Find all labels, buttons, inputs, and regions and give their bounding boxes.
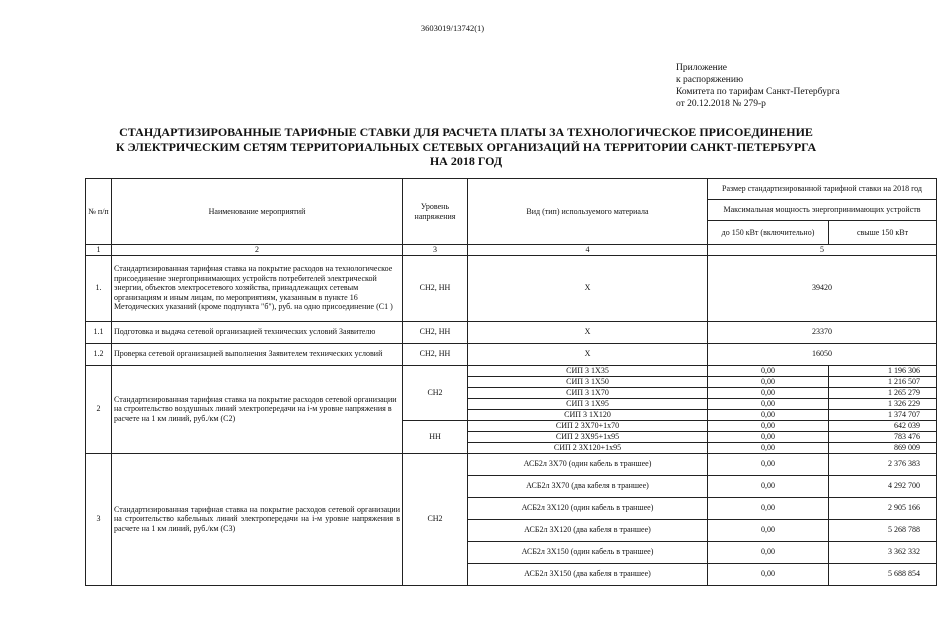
- row-value: 39420: [708, 255, 937, 321]
- row-value-upto-150: 0,00: [708, 387, 829, 398]
- header-upto-150: до 150 кВт (включительно): [708, 221, 829, 245]
- row-value-over-150: 1 326 229: [829, 398, 937, 409]
- row-material: СИП 3 1Х120: [468, 409, 708, 420]
- header-material: Вид (тип) используемого материала: [468, 179, 708, 245]
- row-material: СИП 2 3Х95+1х95: [468, 431, 708, 442]
- column-number: 4: [468, 245, 708, 256]
- row-material: АСБ2л 3Х70 (один кабель в траншее): [468, 453, 708, 475]
- row-value-upto-150: 0,00: [708, 409, 829, 420]
- row-material: X: [468, 321, 708, 343]
- annex-line: Приложение: [676, 63, 727, 73]
- row-material: X: [468, 343, 708, 365]
- column-number: 1: [86, 245, 112, 256]
- column-number: 5: [708, 245, 937, 256]
- row-name: Стандартизированная тарифная ставка на покрытие расходов сетевой организации на строительство воздушных линий электропередачи на i-м уровне напряжения в расчете на 1 км линий, руб./км (С2): [112, 365, 403, 453]
- row-material: АСБ2л 3Х70 (два кабеля в траншее): [468, 475, 708, 497]
- row-level: НН: [403, 420, 468, 453]
- row-value-over-150: 1 196 306: [829, 365, 937, 376]
- row-value-over-150: 5 268 788: [829, 519, 937, 541]
- row-value-over-150: 5 688 854: [829, 563, 937, 585]
- row-value-upto-150: 0,00: [708, 563, 829, 585]
- annex-line: Комитета по тарифам Санкт-Петербурга: [676, 87, 840, 97]
- row-material: АСБ2л 3Х120 (один кабель в траншее): [468, 497, 708, 519]
- row-value-over-150: 2 376 383: [829, 453, 937, 475]
- table-row: [86, 365, 937, 376]
- row-value-upto-150: 0,00: [708, 475, 829, 497]
- row-value-upto-150: 0,00: [708, 519, 829, 541]
- column-number: 3: [403, 245, 468, 256]
- table-row: [86, 255, 937, 321]
- row-value-upto-150: 0,00: [708, 420, 829, 431]
- document-title: [60, 125, 872, 169]
- row-number: 3: [86, 453, 112, 585]
- header-size: Размер стандартизированной тарифной ставки на 2018 год: [708, 179, 937, 200]
- title-line: К ЭЛЕКТРИЧЕСКИМ СЕТЯМ ТЕРРИТОРИАЛЬНЫХ СЕТЕВЫХ ОРГАНИЗАЦИЙ НА ТЕРРИТОРИИ САНКТ-ПЕТЕРБУРГА: [115, 139, 817, 154]
- row-name: Стандартизированная тарифная ставка на покрытие расходов сетевой организации на строительство кабельных линий электропередачи на i-м уровне напряжения в расчете на 1 км линий, руб./км (С3): [112, 453, 403, 585]
- row-value-upto-150: 0,00: [708, 442, 829, 453]
- header-max-power: Максимальная мощность энергопринимающих устройств: [708, 200, 937, 221]
- row-material: АСБ2л 3Х150 (два кабеля в траншее): [468, 563, 708, 585]
- annex-block: [676, 62, 840, 110]
- title-line: СТАНДАРТИЗИРОВАННЫЕ ТАРИФНЫЕ СТАВКИ ДЛЯ РАСЧЕТА ПЛАТЫ ЗА ТЕХНОЛОГИЧЕСКОЕ ПРИСОЕДИНЕНИЕ: [119, 125, 813, 139]
- row-number: 1.1: [86, 321, 112, 343]
- row-material: СИП 3 1Х95: [468, 398, 708, 409]
- row-value-over-150: 1 216 507: [829, 376, 937, 387]
- row-value-upto-150: 0,00: [708, 398, 829, 409]
- column-number: 2: [112, 245, 403, 256]
- row-value-over-150: 2 905 166: [829, 497, 937, 519]
- row-level: СН2, НН: [403, 321, 468, 343]
- row-name: Стандартизированная тарифная ставка на покрытие расходов на технологическое присоединение энергопринимающих устройств потребителей электрической энергии, объектов электросетевого хозяйства, принадлежащих сетевым организациям и иным лицам, по мероприятиям, указанным в пункте 16 Методических указаний (кроме подпункта "б"), руб. на одно присоединение (С1 ): [112, 255, 403, 321]
- row-value-over-150: 4 292 700: [829, 475, 937, 497]
- row-number: 2: [86, 365, 112, 453]
- row-value-upto-150: 0,00: [708, 453, 829, 475]
- table-row: [86, 321, 937, 343]
- column-numbers-row: [86, 245, 937, 256]
- row-name: Подготовка и выдача сетевой организацией технических условий Заявителю: [112, 321, 403, 343]
- row-material: АСБ2л 3Х150 (один кабель в траншее): [468, 541, 708, 563]
- title-line: НА 2018 ГОД: [429, 154, 503, 168]
- row-material: СИП 3 1Х70: [468, 387, 708, 398]
- row-value-over-150: 642 039: [829, 420, 937, 431]
- header-num: № п/п: [86, 179, 112, 245]
- row-level: СН2: [403, 365, 468, 420]
- row-material: СИП 3 1Х50: [468, 376, 708, 387]
- row-value: 16050: [708, 343, 937, 365]
- row-value-upto-150: 0,00: [708, 497, 829, 519]
- header-level: Уровень напряжения: [403, 179, 468, 245]
- document-number: 3603019/13742(1): [420, 23, 485, 33]
- row-value-upto-150: 0,00: [708, 376, 829, 387]
- row-value-over-150: 869 009: [829, 442, 937, 453]
- row-value-upto-150: 0,00: [708, 431, 829, 442]
- row-level: СН2: [403, 453, 468, 585]
- row-name: Проверка сетевой организацией выполнения Заявителем технических условий: [112, 343, 403, 365]
- row-number: 1.: [86, 255, 112, 321]
- row-value: 23370: [708, 321, 937, 343]
- header-over-150: свыше 150 кВт: [829, 221, 937, 245]
- row-material: СИП 3 1Х35: [468, 365, 708, 376]
- row-material: СИП 2 3Х70+1х70: [468, 420, 708, 431]
- table-row: [86, 343, 937, 365]
- row-value-upto-150: 0,00: [708, 365, 829, 376]
- row-value-over-150: 1 374 707: [829, 409, 937, 420]
- row-value-over-150: 1 265 279: [829, 387, 937, 398]
- annex-line: к распоряжению: [676, 75, 744, 85]
- annex-line: от 20.12.2018 № 279-р: [676, 99, 766, 109]
- header-row: [86, 179, 937, 200]
- row-material: X: [468, 255, 708, 321]
- row-material: СИП 2 3Х120+1х95: [468, 442, 708, 453]
- row-material: АСБ2л 3Х120 (два кабеля в траншее): [468, 519, 708, 541]
- row-value-over-150: 3 362 332: [829, 541, 937, 563]
- tariff-table: [85, 178, 937, 586]
- table-row: [86, 453, 937, 475]
- row-value-over-150: 783 476: [829, 431, 937, 442]
- row-level: СН2, НН: [403, 343, 468, 365]
- row-number: 1.2: [86, 343, 112, 365]
- row-value-upto-150: 0,00: [708, 541, 829, 563]
- header-name: Наименование мероприятий: [112, 179, 403, 245]
- row-level: СН2, НН: [403, 255, 468, 321]
